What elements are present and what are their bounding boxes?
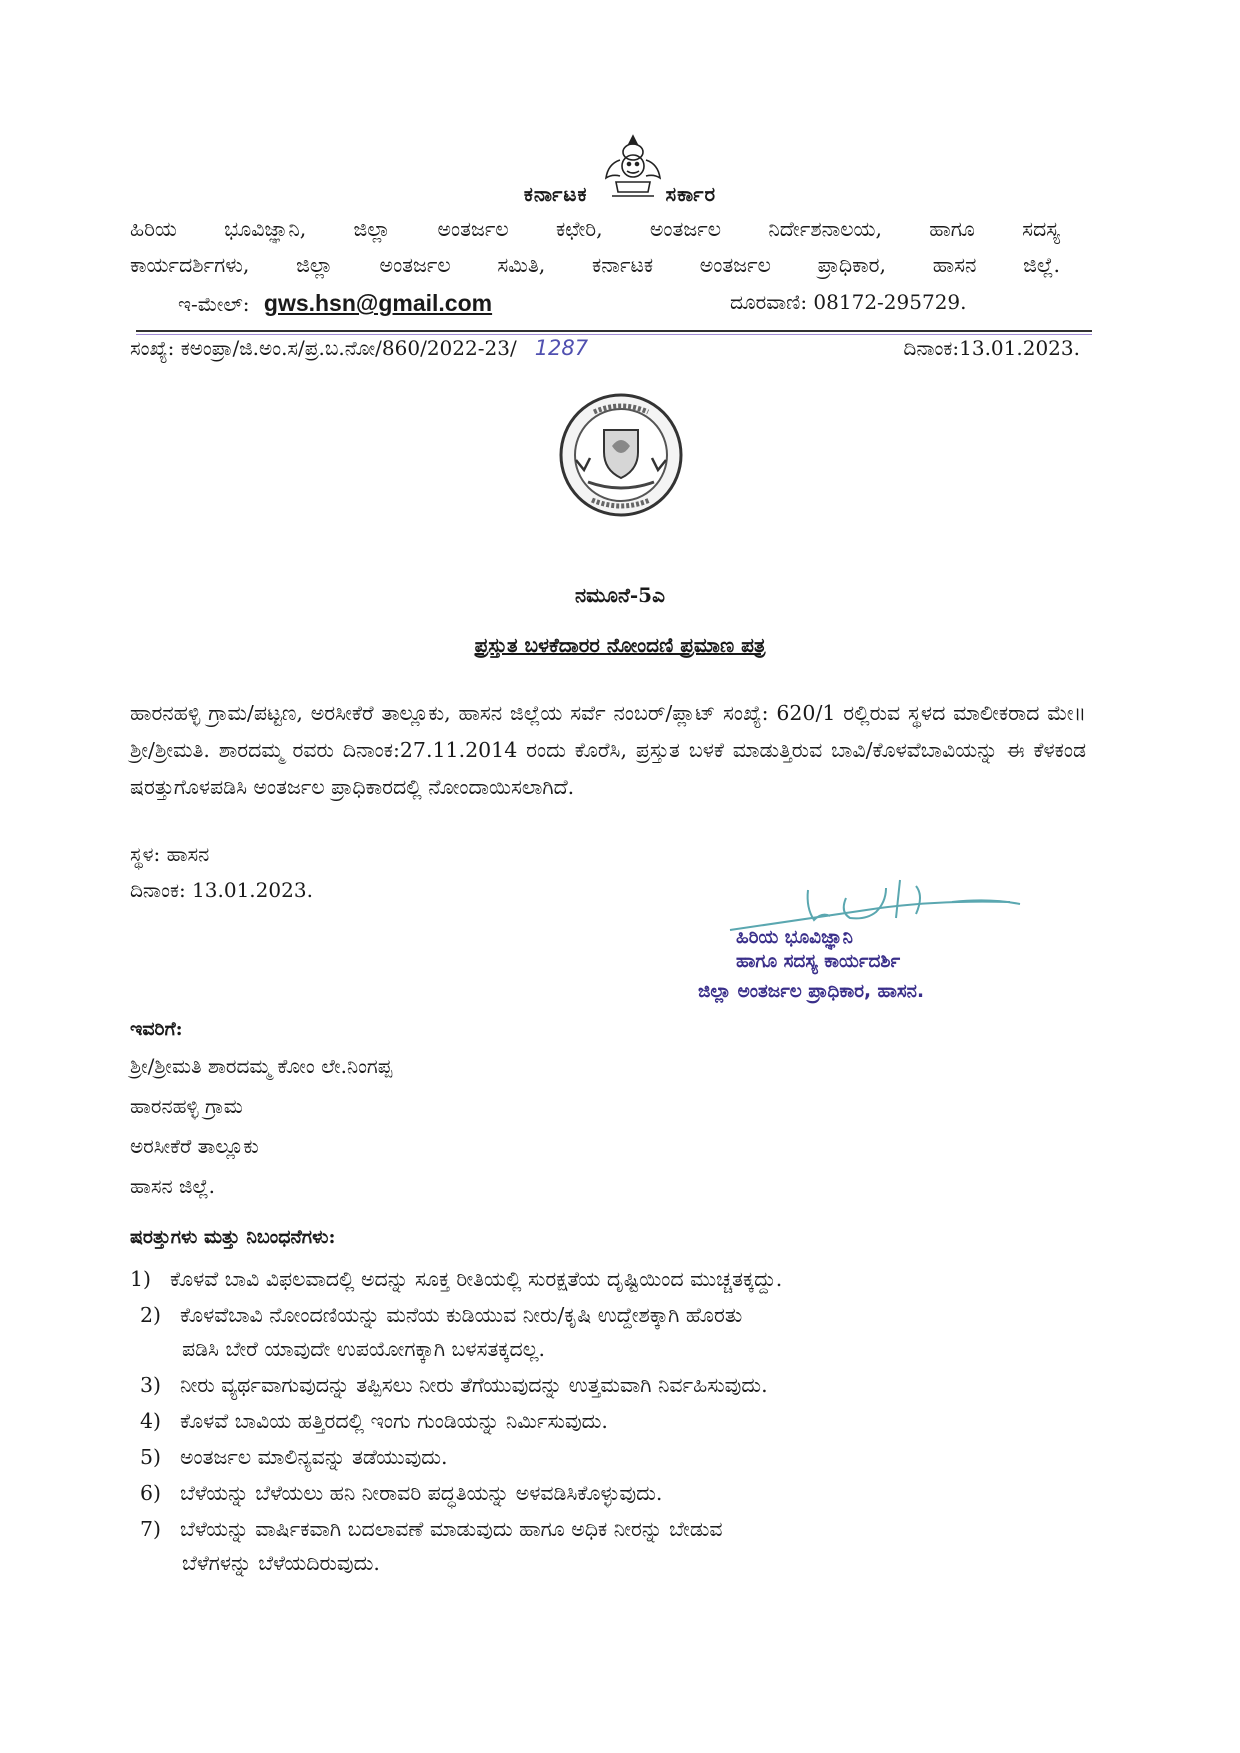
condition-number: 7)	[140, 1517, 162, 1541]
reference-date: ದಿನಾಂಕ:13.01.2023.	[903, 336, 1080, 360]
office-line-1: ಹಿರಿಯ ಭೂವಿಜ್ಞಾನಿ, ಜಿಲ್ಲಾ ಅಂತರ್ಜಲ ಕಛೇರಿ, ಅಂತರ್ಜಲ ನಿರ್ದೇಶನಾಲಯ, ಹಾಗೂ ಸದಸ್ಯ	[130, 217, 1060, 241]
condition-text: ಕೊಳವೆ ಬಾವಿಯ ಹತ್ತಿರದಲ್ಲಿ ಇಂಗು ಗುಂಡಿಯನ್ನು ನಿರ್ಮಿಸುವುದು.	[180, 1409, 608, 1433]
condition-text: ಕೊಳವೆ ಬಾವಿ ವಿಫಲವಾದಲ್ಲಿ ಅದನ್ನು ಸೂಕ್ತ ರೀತಿಯಲ್ಲಿ ಸುರಕ್ಷತೆಯ ದೃಷ್ಟಿಯಿಂದ ಮುಚ್ಚತಕ್ಕದ್ದು.	[170, 1267, 783, 1291]
condition-text: ಬೆಳೆಯನ್ನು ವಾರ್ಷಿಕವಾಗಿ ಬದಲಾವಣೆ ಮಾಡುವುದು ಹಾಗೂ ಅಧಿಕ ನೀರನ್ನು ಬೇಡುವ	[180, 1517, 723, 1541]
condition-text-continued: ಬೆಳೆಗಳನ್ನು ಬೆಳೆಯದಿರುವುದು.	[182, 1551, 380, 1575]
form-number: ನಮೂನೆ-5ಎ	[575, 583, 665, 607]
condition-number: 1)	[130, 1267, 152, 1291]
recipient-line: ಶ್ರೀ/ಶ್ರೀಮತಿ ಶಾರದಮ್ಮ ಕೋಂ ಲೇ.ನಿಂಗಪ್ಪ	[130, 1054, 393, 1078]
condition-text: ಬೆಳೆಯನ್ನು ಬೆಳೆಯಲು ಹನಿ ನೀರಾವರಿ ಪದ್ಧತಿಯನ್ನು ಅಳವಡಿಸಿಕೊಳ್ಳುವುದು.	[180, 1481, 663, 1505]
condition-number: 6)	[140, 1481, 162, 1505]
condition-item	[140, 1476, 1100, 1510]
email-label: ಇ-ಮೇಲ್:	[178, 292, 250, 316]
condition-number: 2)	[140, 1303, 162, 1327]
office-line-2: ಕಾರ್ಯದರ್ಶಿಗಳು, ಜಿಲ್ಲಾ ಅಂತರ್ಜಲ ಸಮಿತಿ, ಕರ್ನಾಟಕ ಅಂತರ್ಜಲ ಪ್ರಾಧಿಕಾರ, ಹಾಸನ ಜಿಲ್ಲೆ.	[130, 253, 1060, 277]
signatory-designation: ಹಿರಿಯ ಭೂವಿಜ್ಞಾನಿ	[736, 927, 853, 948]
govt-title-left: ಕರ್ನಾಟಕ	[523, 182, 588, 206]
authority-seal-icon	[556, 390, 686, 520]
recipient-line: ಅರಸೀಕೆರೆ ತಾಲ್ಲೂಕು	[130, 1134, 259, 1158]
government-title	[0, 182, 1240, 206]
date-line: ದಿನಾಂಕ: 13.01.2023.	[130, 878, 313, 902]
condition-item	[140, 1298, 1100, 1366]
condition-item	[140, 1512, 1100, 1580]
recipient-line: ಹಾಸನ ಜಿಲ್ಲೆ.	[130, 1174, 215, 1198]
condition-text: ನೀರು ವ್ಯರ್ಥವಾಗುವುದನ್ನು ತಪ್ಪಿಸಲು ನೀರು ತೆಗೆಯುವುದನ್ನು ಉತ್ತಮವಾಗಿ ನಿರ್ವಹಿಸುವುದು.	[180, 1373, 768, 1397]
certificate-body: ಹಾರನಹಳ್ಳಿ ಗ್ರಾಮ/ಪಟ್ಟಣ, ಅರಸೀಕೆರೆ ತಾಲ್ಲೂಕು, ಹಾಸನ ಜಿಲ್ಲೆಯ ಸರ್ವೆ ನಂಬರ್/ಪ್ಲಾಟ್ ಸಂಖ್ಯೆ: 620/1 ರಲ್ಲಿರುವ ಸ್ಥಳದ ಮಾಲೀಕರಾದ ಮೇ॥ ಶ್ರೀ/ಶ್ರೀಮತಿ. ಶಾರದಮ್ಮ ರವರು ದಿನಾಂಕ:27.11.2014 ರಂದು ಕೊರೆಸಿ, ಪ್ರಸ್ತುತ ಬಳಕೆ ಮಾಡುತ್ತಿರುವ ಬಾವಿ/ಕೊಳವೆಬಾವಿಯನ್ನು ಈ ಕೆಳಕಂಡ ಷರತ್ತುಗೊಳಪಡಿಸಿ ಅಂತರ್ಜಲ ಪ್ರಾಧಿಕಾರದಲ್ಲಿ ನೋಂದಾಯಿಸಲಾಗಿದೆ.	[130, 701, 1086, 799]
condition-number: 3)	[140, 1373, 162, 1397]
place-line: ಸ್ಥಳ: ಹಾಸನ	[130, 842, 210, 866]
condition-text-continued: ಪಡಿಸಿ ಬೇರೆ ಯಾವುದೇ ಉಪಯೋಗಕ್ಕಾಗಿ ಬಳಸತಕ್ಕದಲ್ಲ.	[182, 1337, 545, 1361]
handwritten-number: 1287	[534, 336, 589, 360]
govt-title-right: ಸರ್ಕಾರ	[665, 182, 717, 206]
email-link[interactable]: gws.hsn@gmail.com	[263, 290, 493, 316]
reference-number: ಸಂಖ್ಯೆ: ಕಅಂಪ್ರಾ/ಜಿ.ಅಂ.ಸ/ಪ್ರ.ಬ.ನೋ/860/2022-23/	[130, 336, 517, 360]
condition-text: ಕೊಳವೆಬಾವಿ ನೋಂದಣಿಯನ್ನು ಮನೆಯ ಕುಡಿಯುವ ನೀರು/ಕೃಷಿ ಉದ್ದೇಶಕ್ಕಾಗಿ ಹೊರತು	[180, 1303, 743, 1327]
condition-text: ಅಂತರ್ಜಲ ಮಾಲಿನ್ಯವನ್ನು ತಡೆಯುವುದು.	[180, 1445, 448, 1469]
certificate-title	[0, 633, 1240, 657]
header-divider	[136, 330, 1092, 332]
condition-number: 5)	[140, 1445, 162, 1469]
conditions-title: ಷರತ್ತುಗಳು ಮತ್ತು ನಿಬಂಧನೆಗಳು:	[130, 1226, 336, 1248]
condition-item	[140, 1368, 1100, 1402]
condition-item	[140, 1404, 1100, 1438]
signatory-office: ಜಿಲ್ಲಾ ಅಂತರ್ಜಲ ಪ್ರಾಧಿಕಾರ, ಹಾಸನ.	[698, 981, 924, 1002]
condition-item	[140, 1440, 1100, 1474]
reference-line	[130, 336, 1080, 360]
certificate-title-text: ಪ್ರಸ್ತುತ ಬಳಕೆದಾರರ ನೋಂದಣಿ ಪ್ರಮಾಣ ಪತ್ರ	[474, 633, 766, 657]
signatory-role: ಹಾಗೂ ಸದಸ್ಯ ಕಾರ್ಯದರ್ಶಿ	[736, 951, 901, 972]
header-divider-accent	[136, 334, 1092, 335]
recipient-line: ಹಾರನಹಳ್ಳಿ ಗ್ರಾಮ	[130, 1094, 243, 1118]
signature-block	[690, 868, 1100, 1028]
recipient-label: ಇವರಿಗೆ:	[130, 1018, 183, 1040]
condition-item	[130, 1262, 1090, 1296]
phone-number: ದೂರವಾಣಿ: 08172-295729.	[730, 290, 967, 314]
contact-line	[178, 290, 1058, 317]
condition-number: 4)	[140, 1409, 162, 1433]
